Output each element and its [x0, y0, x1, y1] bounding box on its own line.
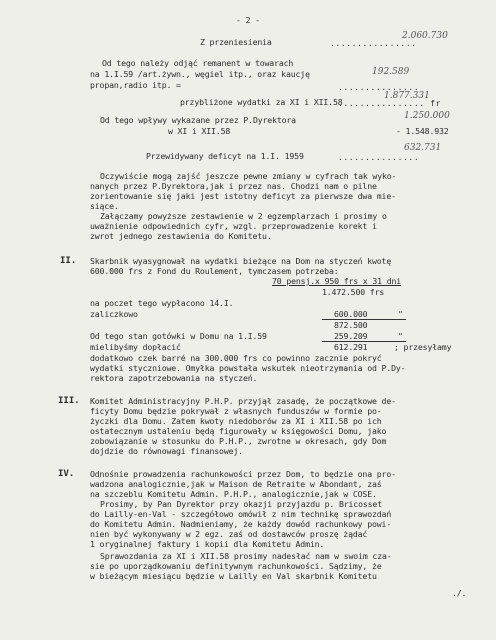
section2-line8: wydatki styczniowe. Omyłka powstała wskutek nieotrzymania od P.Dy-: [90, 363, 406, 373]
block1-line1: Od tego należy odjąć remanent w towarach: [102, 58, 294, 68]
section2-line3: na poczet tego wypłacono 14.I.: [90, 298, 234, 308]
leader-dots: ................: [330, 39, 417, 48]
ditto-mark: ": [398, 331, 403, 341]
carried-forward-label: Z przeniesienia: [200, 37, 272, 47]
handwritten-remanent-amount: 192.589: [372, 67, 410, 77]
leader-dots: ...............: [338, 83, 420, 92]
section-numeral-3: III.: [58, 396, 80, 406]
section2-line7: dodatkowo czek barré na 300.000 frs co powinno zacznie pokryć: [90, 353, 382, 363]
advance-value: 600.000: [334, 309, 368, 319]
end-mark: ./.: [452, 588, 467, 598]
section-numeral-2: II.: [60, 256, 77, 266]
deficit-label: Przewidywany deficyt na 1.I. 1959: [146, 151, 304, 161]
document-page: - 2 - Z przeniesienia ................ 2.060.730 Od tego należy odjąć remanent w towarach na 1.I.59 /art.żywn., węgiel itp., oraz kaucję propan,radio itp. = ............... 192.589 przybliżone wydatki za XI i XII.58 ................ fr 1.877.331 Od tego wpływy wykazane przez P.Dyrektora w XI i XII.58 - 1.548.932 1.250.000 Przewidywany deficyt na 1.I. 1959 ............... 632.731 Oczywiście mogą zajść jeszcze pewne zmiany w cyfrach tak wyko- nanych przez P.Dyrektora,jak i przez nas. Chodzi nam o pilne zorientowanie się jaki jest istotny deficyt za pierwsze dwa mie- siące. Załączamy powyższe zestawienie w 2 egzemplarzach i prosimy o uważnienie odpowiednich cyfr, wzgl. przeprowadzenie korekt i zwrot jednego zestawienia do Komitetu. II. Skarbnik wyasygnował na wydatki bieżące na Dom na styczeń kwotę 600.000 frs z Fond du Roulement, tymczasem potrzeba: 70 pensj.x 950 frs x 31 dni 1.472.500 frs na poczet tego wypłacono 14.I. zaliczkowo 600.000 " 872.500 Od tego stan gotówki w Domu na 1.I.59 259.209 " mielibyśmy dopłacić 612.291 ; przesyłamy dodatkowo czek barré na 300.000 frs co powinno zacznie pokryć wydatki styczniowe. Omyłka powstała wskutek nieotrzymania od P.Dy- rektora zapotrzebowania na styczeń. III. Komitet Administracyjny P.H.P. przyjął zasadę, że początkowe de- ficyty Domu będzie pokrywał z własnych funduszów w formie po- życzki dla Domu. Zatem kwoty niedoborów za XI i XII.58 po ich ostatecznym ustaleniu będą figurowały w księgowości Domu, jako zobowiązanie w stosunku do P.H.P., zwrotne w okresach, gdy Dom dojdzie do równowagi finansowej. IV. Odnośnie prowadzenia rachunkowości przez Dom, to będzie ona pro- wadzona analogicznie,jak w Maison de Retraite w Abondant, zaś na szczeblu Komitetu Admin. P.H.P., analogicznie,jak w COSE. Prosimy, by Pan Dyrektor przy okazji przyjazdu p. Bricosset do Lailly-en-Val - szczegółowo omówił z nim technikę sprawozdań do Komitetu Admin. Nadmieniamy, że każdy dowód rachunkowy powi- nien być wykonywany w 2 egz. zaś od dostawców proszę żądać 1 oryginalnej faktury i kopii dla Komitetu Admin. Sprawozdania za XI i XII.58 prosimy nadesłać nam w swoim cza- sie po uporządkowaniu definitywnym rachunkowości. Sądzimy, że w bieżącym miesiącu będzie w Lailly en Val skarbnik Komitetu ./.: [0, 0, 496, 640]
block1-line3: propan,radio itp. =: [90, 80, 181, 90]
section2-line2: 600.000 frs z Fond du Roulement, tymczasem potrzeba:: [90, 266, 339, 276]
income-value: - 1.548.932: [396, 126, 449, 136]
block1-line2: na 1.I.59 /art.żywn., węgiel itp., oraz kaucję: [90, 69, 310, 79]
block3-line1: Od tego wpływy wykazane przez P.Dyrektora: [100, 115, 296, 125]
section2-line4: zaliczkowo: [90, 309, 138, 319]
section-numeral-4: IV.: [58, 469, 75, 479]
section2-calc-formula: 70 pensj.x 950 frs x 31 dni: [272, 276, 402, 286]
section2-tail: ; przesyłamy: [394, 342, 452, 352]
handwritten-income-amount: 1.250.000: [404, 111, 450, 121]
estimated-expenses-label: przybliżone wydatki za XI i XII.58: [180, 97, 343, 107]
section2-line6: mielibyśmy dopłacić: [90, 342, 181, 352]
section2-line1: Skarbnik wyasygnował na wydatki bieżące na Dom na styczeń kwotę: [90, 256, 392, 266]
leader-dots: ................ fr: [338, 99, 441, 108]
page-number: - 2 -: [236, 15, 260, 25]
handwritten-expenses-amount: 1.877.331: [384, 91, 430, 101]
section2-calc-result: 1.472.500 frs: [322, 287, 385, 297]
block3-line2: w XI i XII.58: [168, 126, 231, 136]
section2-line9: rektora zapotrzebowania na styczeń.: [90, 373, 258, 383]
leader-dots: ...............: [338, 153, 420, 162]
handwritten-deficit-amount: 632.731: [404, 143, 442, 153]
handwritten-carried-amount: 2.060.730: [402, 31, 448, 41]
topup-value: 612.291: [334, 342, 368, 352]
remaining-value: 872.500: [334, 320, 368, 330]
section2-line5: Od tego stan gotówki w Domu na 1.I.59: [90, 331, 267, 341]
ditto-mark: ": [398, 309, 403, 319]
cash-value: 259.209: [334, 331, 368, 341]
